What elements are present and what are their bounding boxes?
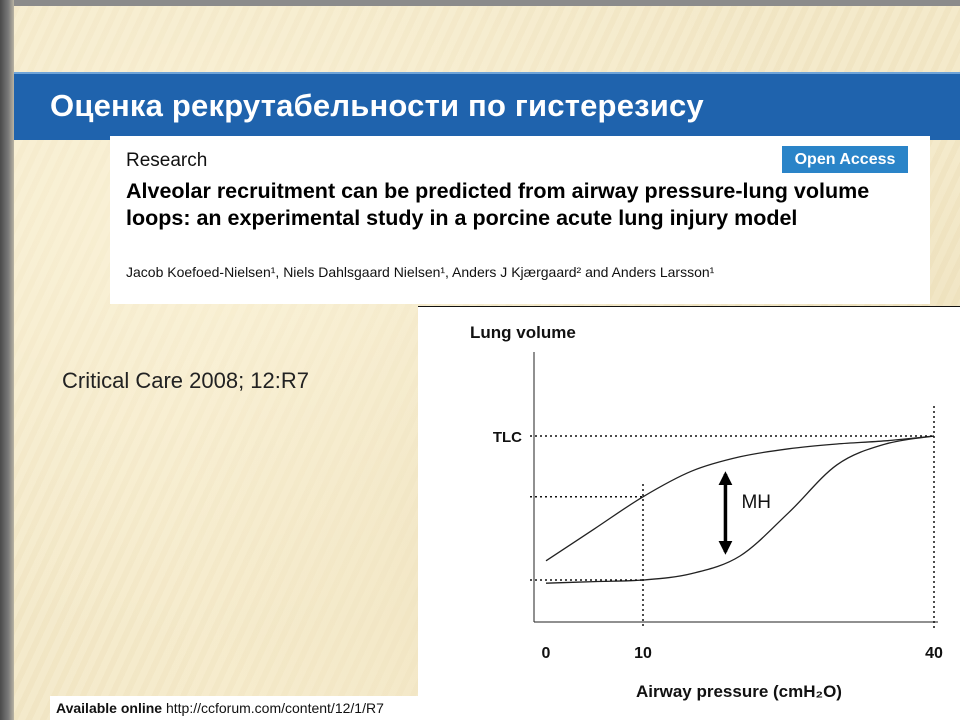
title-bar (14, 72, 960, 140)
loop-curve-lower (546, 436, 934, 583)
paper-authors: Jacob Koefoed-Nielsen¹, Niels Dahlsgaard Nielsen¹, Anders J Kjærgaard² and Anders Larsson¹ (126, 264, 715, 280)
x-tick-0: 0 (541, 645, 551, 662)
paper-header-card (110, 136, 930, 304)
journal-citation: Critical Care 2008; 12:R7 (62, 368, 310, 393)
paper-title: Alveolar recruitment can be predicted from airway pressure-lung volume loops: an experimental study in a porcine acute lung injury model (126, 179, 870, 230)
open-access-badge: Open Access (782, 146, 908, 173)
slide-title: Оценка рекрутабельности по гистерезису (50, 88, 704, 123)
x-axis-label: Airway pressure (cmH₂O) (636, 682, 842, 701)
pv-loop-chart (418, 306, 960, 720)
slide (14, 6, 960, 720)
paper-section-label: Research (126, 150, 208, 171)
window-left-edge (0, 0, 14, 720)
footer-label: Available online (56, 700, 163, 716)
footer-availability (50, 696, 430, 720)
footer-url[interactable]: http://ccforum.com/content/12/1/R7 (165, 700, 384, 716)
x-tick-10: 10 (634, 645, 652, 662)
x-tick-40: 40 (925, 645, 943, 662)
mh-label: MH (741, 492, 772, 513)
y-axis-label: Lung volume (470, 323, 576, 342)
tlc-label: TLC (492, 429, 522, 446)
pv-loop-chart-panel (418, 306, 960, 720)
loop-curve-upper (546, 436, 934, 561)
